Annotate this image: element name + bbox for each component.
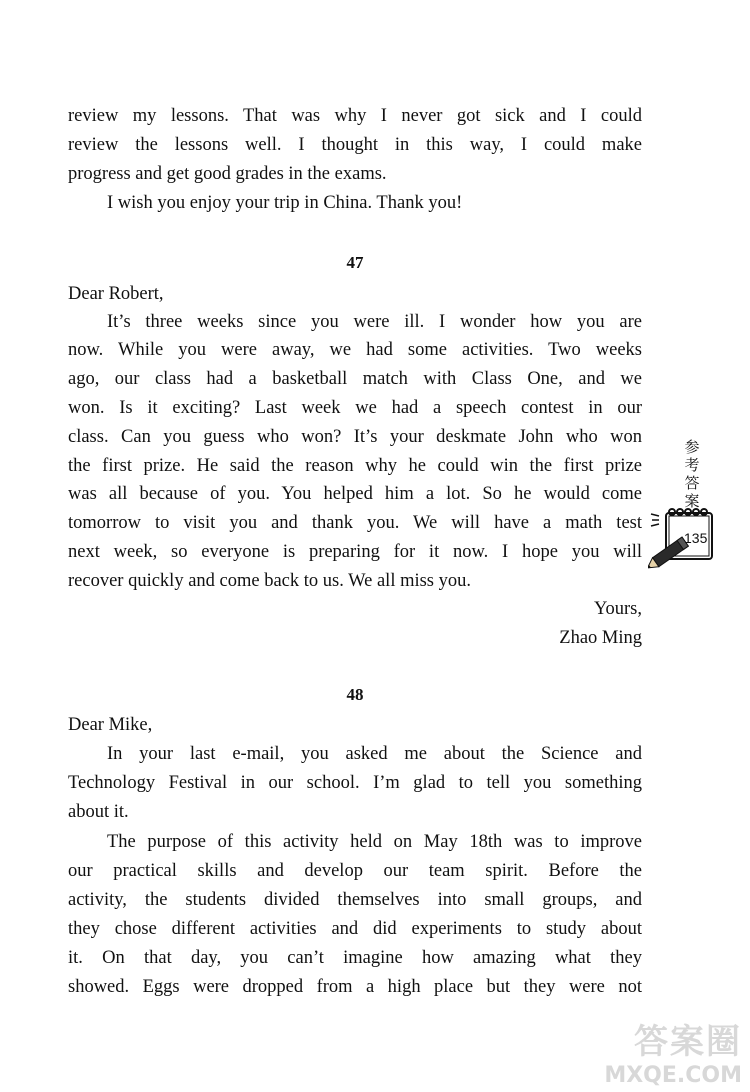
text-line: next week, so everyone is preparing for it now. I hope you will (68, 542, 642, 562)
side-tab-char: 答 (684, 474, 700, 492)
text-line: they chose different activities and did experiments to study about (68, 919, 642, 939)
text-line: review my lessons. That was why I never got sick and I could (68, 106, 642, 126)
text-line: The purpose of this activity held on May 18th was to improve (107, 832, 642, 852)
text-line: about it. (68, 802, 129, 822)
letter-greeting: Dear Mike, (68, 715, 153, 735)
text-line: was all because of you. You helped him a lot. So he would come (68, 484, 642, 504)
letter-signature: Zhao Ming (559, 628, 642, 648)
text-line: It’s three weeks since you were ill. I wonder how you are (107, 312, 642, 332)
page-number: 135 (684, 530, 708, 546)
text-line: our practical skills and develop our team spirit. Before the (68, 861, 642, 881)
text-line: recover quickly and come back to us. We all miss you. (68, 571, 472, 591)
watermark-logo: 答案圈 (634, 1022, 742, 1062)
text-line: now. While you were away, we had some activities. Two weeks (68, 340, 642, 360)
letter-greeting: Dear Robert, (68, 284, 164, 304)
text-line: Technology Festival in our school. I’m glad to tell you something (68, 773, 642, 793)
side-tab-char: 考 (684, 456, 700, 474)
section-number-48: 48 (346, 685, 364, 704)
letter-closing: Yours, (594, 599, 642, 619)
text-line: class. Can you guess who won? It’s your deskmate John who won (68, 427, 642, 447)
text-line: review the lessons well. I thought in this way, I could make (68, 135, 642, 155)
text-line: the first prize. He said the reason why he could win the first prize (68, 456, 642, 476)
watermark (604, 1014, 742, 1088)
text-line: ago, our class had a basketball match with Class One, and we (68, 369, 642, 389)
watermark-url: MXQE.COM (604, 1063, 742, 1088)
side-tab-char: 参 (684, 438, 700, 456)
text-line: tomorrow to visit you and thank you. We will have a math test (68, 513, 642, 533)
text-line: progress and get good grades in the exams. (68, 164, 387, 184)
text-line: I wish you enjoy your trip in China. Thank you! (107, 193, 463, 213)
text-line: activity, the students divided themselves into small groups, and (68, 890, 642, 910)
text-line: it. On that day, you can’t imagine how amazing what they (68, 948, 642, 968)
section-number-47: 47 (346, 253, 364, 272)
side-tab-char: 案 (684, 492, 700, 510)
text-line: showed. Eggs were dropped from a high place but they were not (68, 977, 642, 997)
text-line: won. Is it exciting? Last week we had a speech contest in our (68, 398, 642, 418)
text-line: In your last e-mail, you asked me about the Science and (107, 744, 642, 764)
